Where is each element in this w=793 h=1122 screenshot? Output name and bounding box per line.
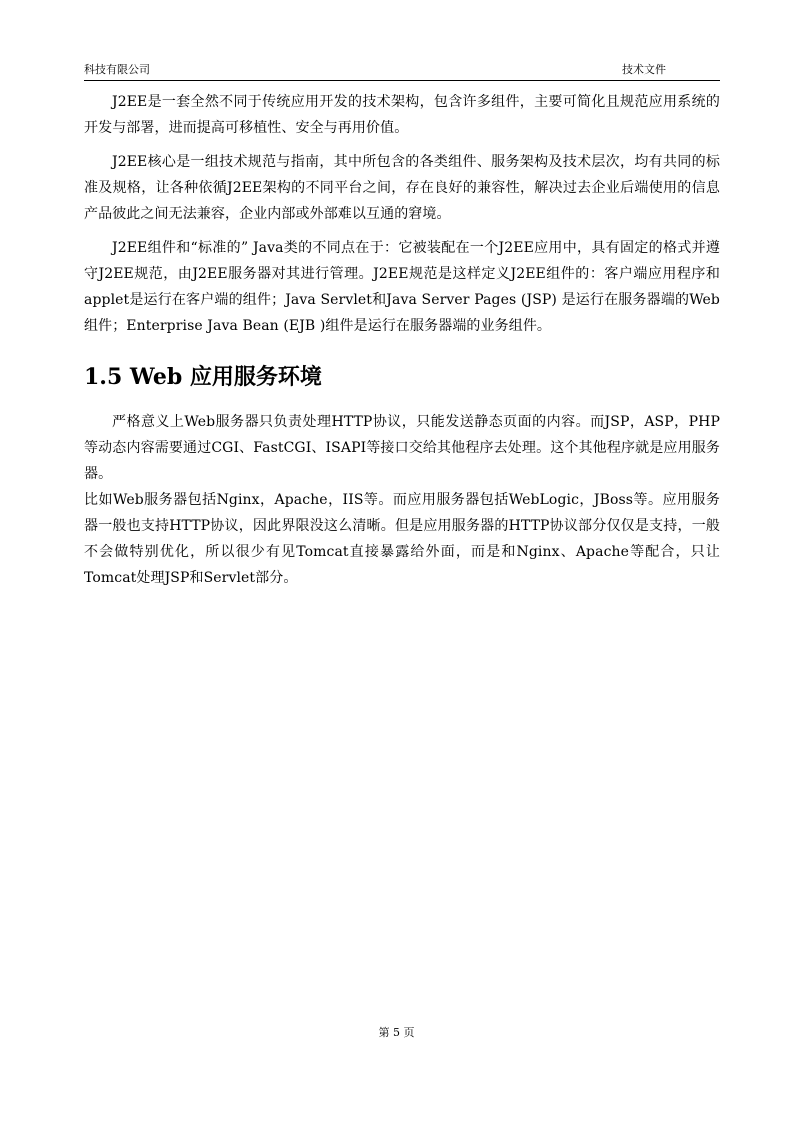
header-company: 科技有限公司 [84, 63, 150, 76]
paragraph-j2ee-intro: J2EE是一套全然不同于传统应用开发的技术架构，包含许多组件，主要可简化且规范应用系统的开发与部署，进而提高可移植性、安全与再用价值。 [84, 94, 720, 136]
paragraph-j2ee-components: J2EE组件和“标准的” Java类的不同点在于：它被装配在一个J2EE应用中，具有固定的格式并遵守J2EE规范，由J2EE服务器对其进行管理。J2EE规范是这样定义J2EE组件的：客户端应用程序和applet是运行在客户端的组件；Java Servlet和Java Server Pages (JSP) 是运行在服务器端的Web组件；Enterprise Java Bean (EJB )组件是运行在服务器端的业务组件。 [84, 240, 720, 334]
page-header [84, 62, 720, 81]
document-body [84, 89, 720, 591]
section-heading: 1.5 Web 应用服务环境 [84, 364, 322, 390]
paragraph-app-server: 比如Web服务器包括Nginx，Apache，IIS等。而应用服务器包括WebLogic，JBoss等。应用服务器一般也支持HTTP协议，因此界限没这么清晰。但是应用服务器的HTTP协议部分仅仅是支持，一般不会做特别优化，所以很少有见Tomcat直接暴露给外面，而是和Nginx、Apache等配合，只让Tomcat处理JSP和Servlet部分。 [84, 492, 720, 586]
paragraph-web-server: 严格意义上Web服务器只负责处理HTTP协议，只能发送静态页面的内容。而JSP，ASP，PHP等动态内容需要通过CGI、FastCGI、ISAPI等接口交给其他程序去处理。这个其他程序就是应用服务器。 [84, 414, 720, 482]
page-number: 第 5 页 [378, 1026, 415, 1039]
header-doc-type: 技术文件 [622, 63, 666, 76]
paragraph-j2ee-core: J2EE核心是一组技术规范与指南，其中所包含的各类组件、服务架构及技术层次，均有共同的标准及规格，让各种依循J2EE架构的不同平台之间，存在良好的兼容性，解决过去企业后端使用的信息产品彼此之间无法兼容，企业内部或外部难以互通的窘境。 [84, 154, 720, 222]
